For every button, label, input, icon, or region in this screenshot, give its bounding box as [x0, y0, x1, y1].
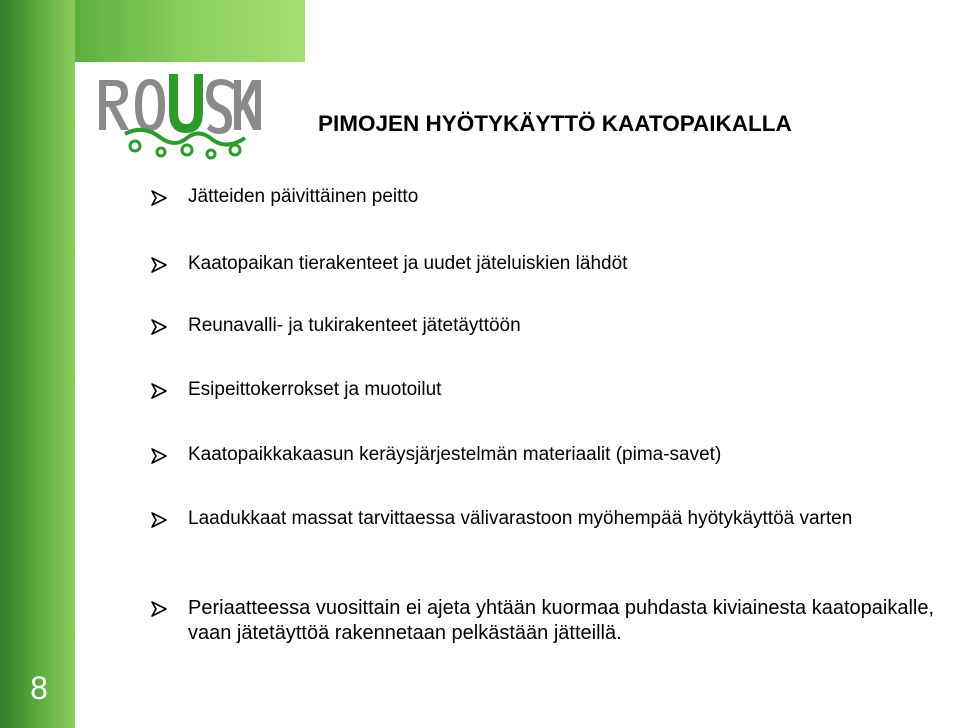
white-top-area	[305, 0, 960, 62]
arrowhead-bullet-icon	[150, 600, 168, 618]
bullet-text: Esipeittokerrokset ja muotoilut	[188, 379, 442, 400]
bullet-text: Kaatopaikkakaasun keräysjärjestelmän materiaalit (pima-savet)	[188, 444, 722, 465]
arrowhead-bullet-icon	[150, 189, 168, 207]
slide-title: PIMOJEN HYÖTYKÄYTTÖ KAATOPAIKALLA	[318, 111, 792, 136]
logo-text: ROUSKIS	[95, 72, 100, 73]
arrowhead-bullet-icon	[150, 318, 168, 336]
bullet-text: Reunavalli- ja tukirakenteet jätetäyttöön	[188, 315, 521, 336]
arrowhead-bullet-icon	[150, 511, 168, 529]
bullet-text: Laadukkaat massat tarvittaessa välivarastoon myöhempää hyötykäyttöä varten	[188, 508, 853, 529]
bullet-text: Periaatteessa vuosittain ei ajeta yhtään kuormaa puhdasta kiviainesta kaatopaikalle, vaan jätetäyttöä rakennetaan pelkästään jätteillä.	[188, 597, 935, 644]
arrowhead-bullet-icon	[150, 256, 168, 274]
rouskis-logo	[95, 72, 270, 162]
page-number: 8	[30, 670, 48, 706]
bullet-text: Kaatopaikan tierakenteet ja uudet jäteluiskien lähdöt	[188, 253, 628, 274]
green-side-band	[0, 0, 75, 728]
arrowhead-bullet-icon	[150, 382, 168, 400]
arrowhead-bullet-icon	[150, 447, 168, 465]
bullet-text: Jätteiden päivittäinen peitto	[188, 186, 419, 207]
